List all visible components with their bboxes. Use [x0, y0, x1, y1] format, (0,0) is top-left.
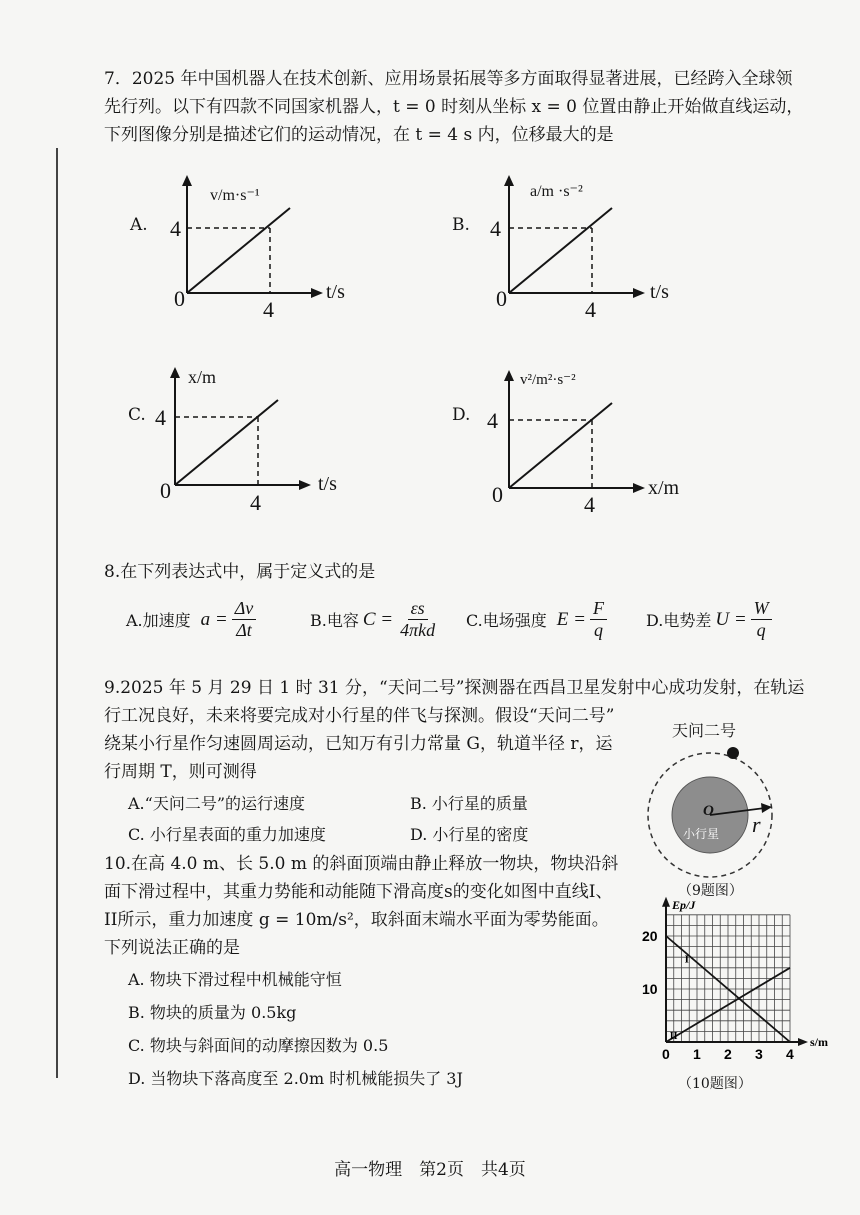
q10-option-d: D. 当物块下落高度至 2.0m 时机械能损失了 3J: [128, 1069, 463, 1088]
graph-c-xtick: 4: [250, 490, 261, 515]
q8-option-a-fraction: [232, 598, 257, 641]
graph-a-origin: 0: [174, 286, 185, 311]
graph-b-origin: 0: [496, 286, 507, 311]
q8-option-a-denominator: Δt: [236, 620, 252, 640]
q10-stem-line4: 下列说法正确的是: [104, 938, 240, 958]
binding-margin-line: [56, 148, 58, 1078]
q7-stem-line2: 先行列。以下有四款不同国家机器人，t = 0 时刻从坐标 x = 0 位置由静止开始做直线运动，: [104, 97, 804, 117]
x-axis-arrow: [798, 1038, 808, 1046]
graph-c-label: C.: [128, 405, 146, 425]
q10-energy-chart: [630, 897, 828, 1070]
q8-option-b-fraction: [397, 598, 438, 641]
q9-probe-label: 天问二号: [672, 721, 737, 740]
graph-c: [158, 362, 318, 502]
q8-option-b-denominator: 4πkd: [400, 620, 436, 640]
graph-c-xlabel: t/s: [318, 473, 337, 495]
q8-option-c-lhs: E =: [556, 608, 586, 630]
q8-option-d-label: D.电势差: [646, 611, 712, 630]
graph-a-ylabel: v/m·s⁻¹: [210, 187, 260, 204]
q10-option-c: C. 物块与斜面间的动摩擦因数为 0.5: [128, 1036, 389, 1055]
q9-center-label: O: [703, 803, 714, 819]
graph-d-ylabel: v²/m²·s⁻²: [520, 372, 576, 388]
q8-option-d-lhs: U =: [715, 608, 747, 630]
graph-a-xtick: 4: [263, 297, 274, 322]
graph-d-origin: 0: [492, 482, 503, 507]
q10-option-a: A. 物块下滑过程中机械能守恒: [128, 970, 342, 989]
x-tick-label: 3: [755, 1046, 763, 1062]
q10-option-b: B. 物块的质量为 0.5kg: [128, 1003, 297, 1022]
graph-c-origin: 0: [160, 478, 171, 503]
q8-option-d-fraction: [751, 598, 772, 641]
graph-a-label: A.: [130, 215, 148, 235]
q10-stem-line1: 10.在高 4.0 m、长 5.0 m 的斜面顶端由静止释放一物块，物块沿斜: [104, 854, 619, 874]
q8-option-b-numerator: εs: [408, 598, 428, 620]
series-label-I: I: [684, 953, 689, 966]
y-tick-label: 20: [642, 928, 658, 944]
page-footer: 高一物理 第2页 共4页: [334, 1160, 526, 1180]
graph-b: [492, 170, 652, 310]
graph-d-label: D.: [452, 405, 471, 425]
q9-option-d: D. 小行星的密度: [410, 825, 529, 844]
q9-orbit-diagram: [645, 740, 785, 880]
graph-b-xtick: 4: [585, 297, 596, 322]
graph-d: [492, 365, 652, 505]
graph-d-xtick: 4: [584, 492, 595, 517]
x-tick-label: 1: [693, 1046, 701, 1062]
graph-d-xlabel: x/m: [648, 477, 680, 499]
q8-option-c-denominator: q: [593, 620, 603, 640]
graph-a-xlabel: t/s: [326, 281, 345, 303]
y-tick-label: 10: [642, 981, 658, 997]
q9-planet-label: 小行星: [683, 827, 720, 841]
q9-option-a: A.“天问二号”的运行速度: [128, 794, 306, 813]
q9-stem-line2: 行工况良好，未来将要完成对小行星的伴飞与探测。假设“天问二号”: [104, 706, 615, 726]
q8-option-b-lhs: C =: [362, 608, 394, 630]
q9-caption: （9题图）: [678, 883, 743, 899]
q8-option-b: [310, 598, 442, 641]
q8-option-b-label: B.电容: [310, 611, 359, 630]
q9-stem-line1: 9.2025 年 5 月 29 日 1 时 31 分，“天问二号”探测器在西昌卫星发射中心成功发射，在轨运: [104, 678, 805, 698]
q8-option-d-denominator: q: [756, 620, 766, 640]
series-label-II: II: [669, 1031, 678, 1042]
y-axis-arrow: [662, 897, 670, 907]
q9-stem-line4: 行周期 T，则可测得: [104, 762, 257, 782]
q8-option-a-numerator: Δv: [232, 598, 257, 620]
q7-stem-line3: 下列图像分别是描述它们的运动情况，在 t = 4 s 内，位移最大的是: [104, 125, 614, 145]
x-tick-label: 0: [662, 1046, 670, 1062]
q8-option-d: [646, 598, 776, 641]
q8-option-c-numerator: F: [590, 598, 607, 620]
x-tick-label: 2: [724, 1046, 732, 1062]
q8-option-c-fraction: [590, 598, 607, 641]
graph-a: [170, 170, 330, 310]
q8-option-c-label: C.电场强度: [466, 611, 547, 630]
q10-caption: （10题图）: [678, 1076, 752, 1092]
q8-option-a-label: A.加速度: [126, 611, 191, 630]
q8-option-a: [126, 598, 260, 641]
q9-radius-label: r: [752, 812, 761, 837]
x-axis-label: s/m: [810, 1035, 828, 1049]
x-tick-label: 4: [786, 1046, 794, 1062]
q10-stem-line3: II所示，重力加速度 g = 10m/s²，取斜面末端水平面为零势能面。: [104, 910, 609, 930]
q8-stem: 8.在下列表达式中，属于定义式的是: [104, 562, 376, 582]
q9-stem-line3: 绕某小行星作匀速圆周运动，已知万有引力常量 G，轨道半径 r，运: [104, 734, 613, 754]
q9-option-c: C. 小行星表面的重力加速度: [128, 825, 326, 844]
graph-a-ytick: 4: [170, 216, 181, 241]
graph-b-label: B.: [452, 215, 470, 235]
q8-option-d-numerator: W: [751, 598, 772, 620]
graph-c-ylabel: x/m: [188, 367, 217, 387]
graph-b-ylabel: a/m ·s⁻²: [530, 183, 583, 200]
q8-option-a-lhs: a =: [200, 608, 228, 630]
graph-d-ytick: 4: [487, 408, 498, 433]
q10-stem-line2: 面下滑过程中，其重力势能和动能随下滑高度s的变化如图中直线I、: [104, 882, 613, 902]
graph-b-ytick: 4: [490, 216, 501, 241]
q8-option-c: [466, 598, 611, 641]
q7-stem-line1: 7．2025 年中国机器人在技术创新、应用场景拓展等多方面取得显著进展，已经跨入全球领: [104, 69, 793, 89]
q9-option-b: B. 小行星的质量: [410, 794, 528, 813]
graph-b-xlabel: t/s: [650, 281, 669, 303]
y-axis-label: Ep/J: [672, 897, 696, 912]
q9-probe-dot: [727, 747, 739, 759]
graph-c-ytick: 4: [155, 405, 166, 430]
